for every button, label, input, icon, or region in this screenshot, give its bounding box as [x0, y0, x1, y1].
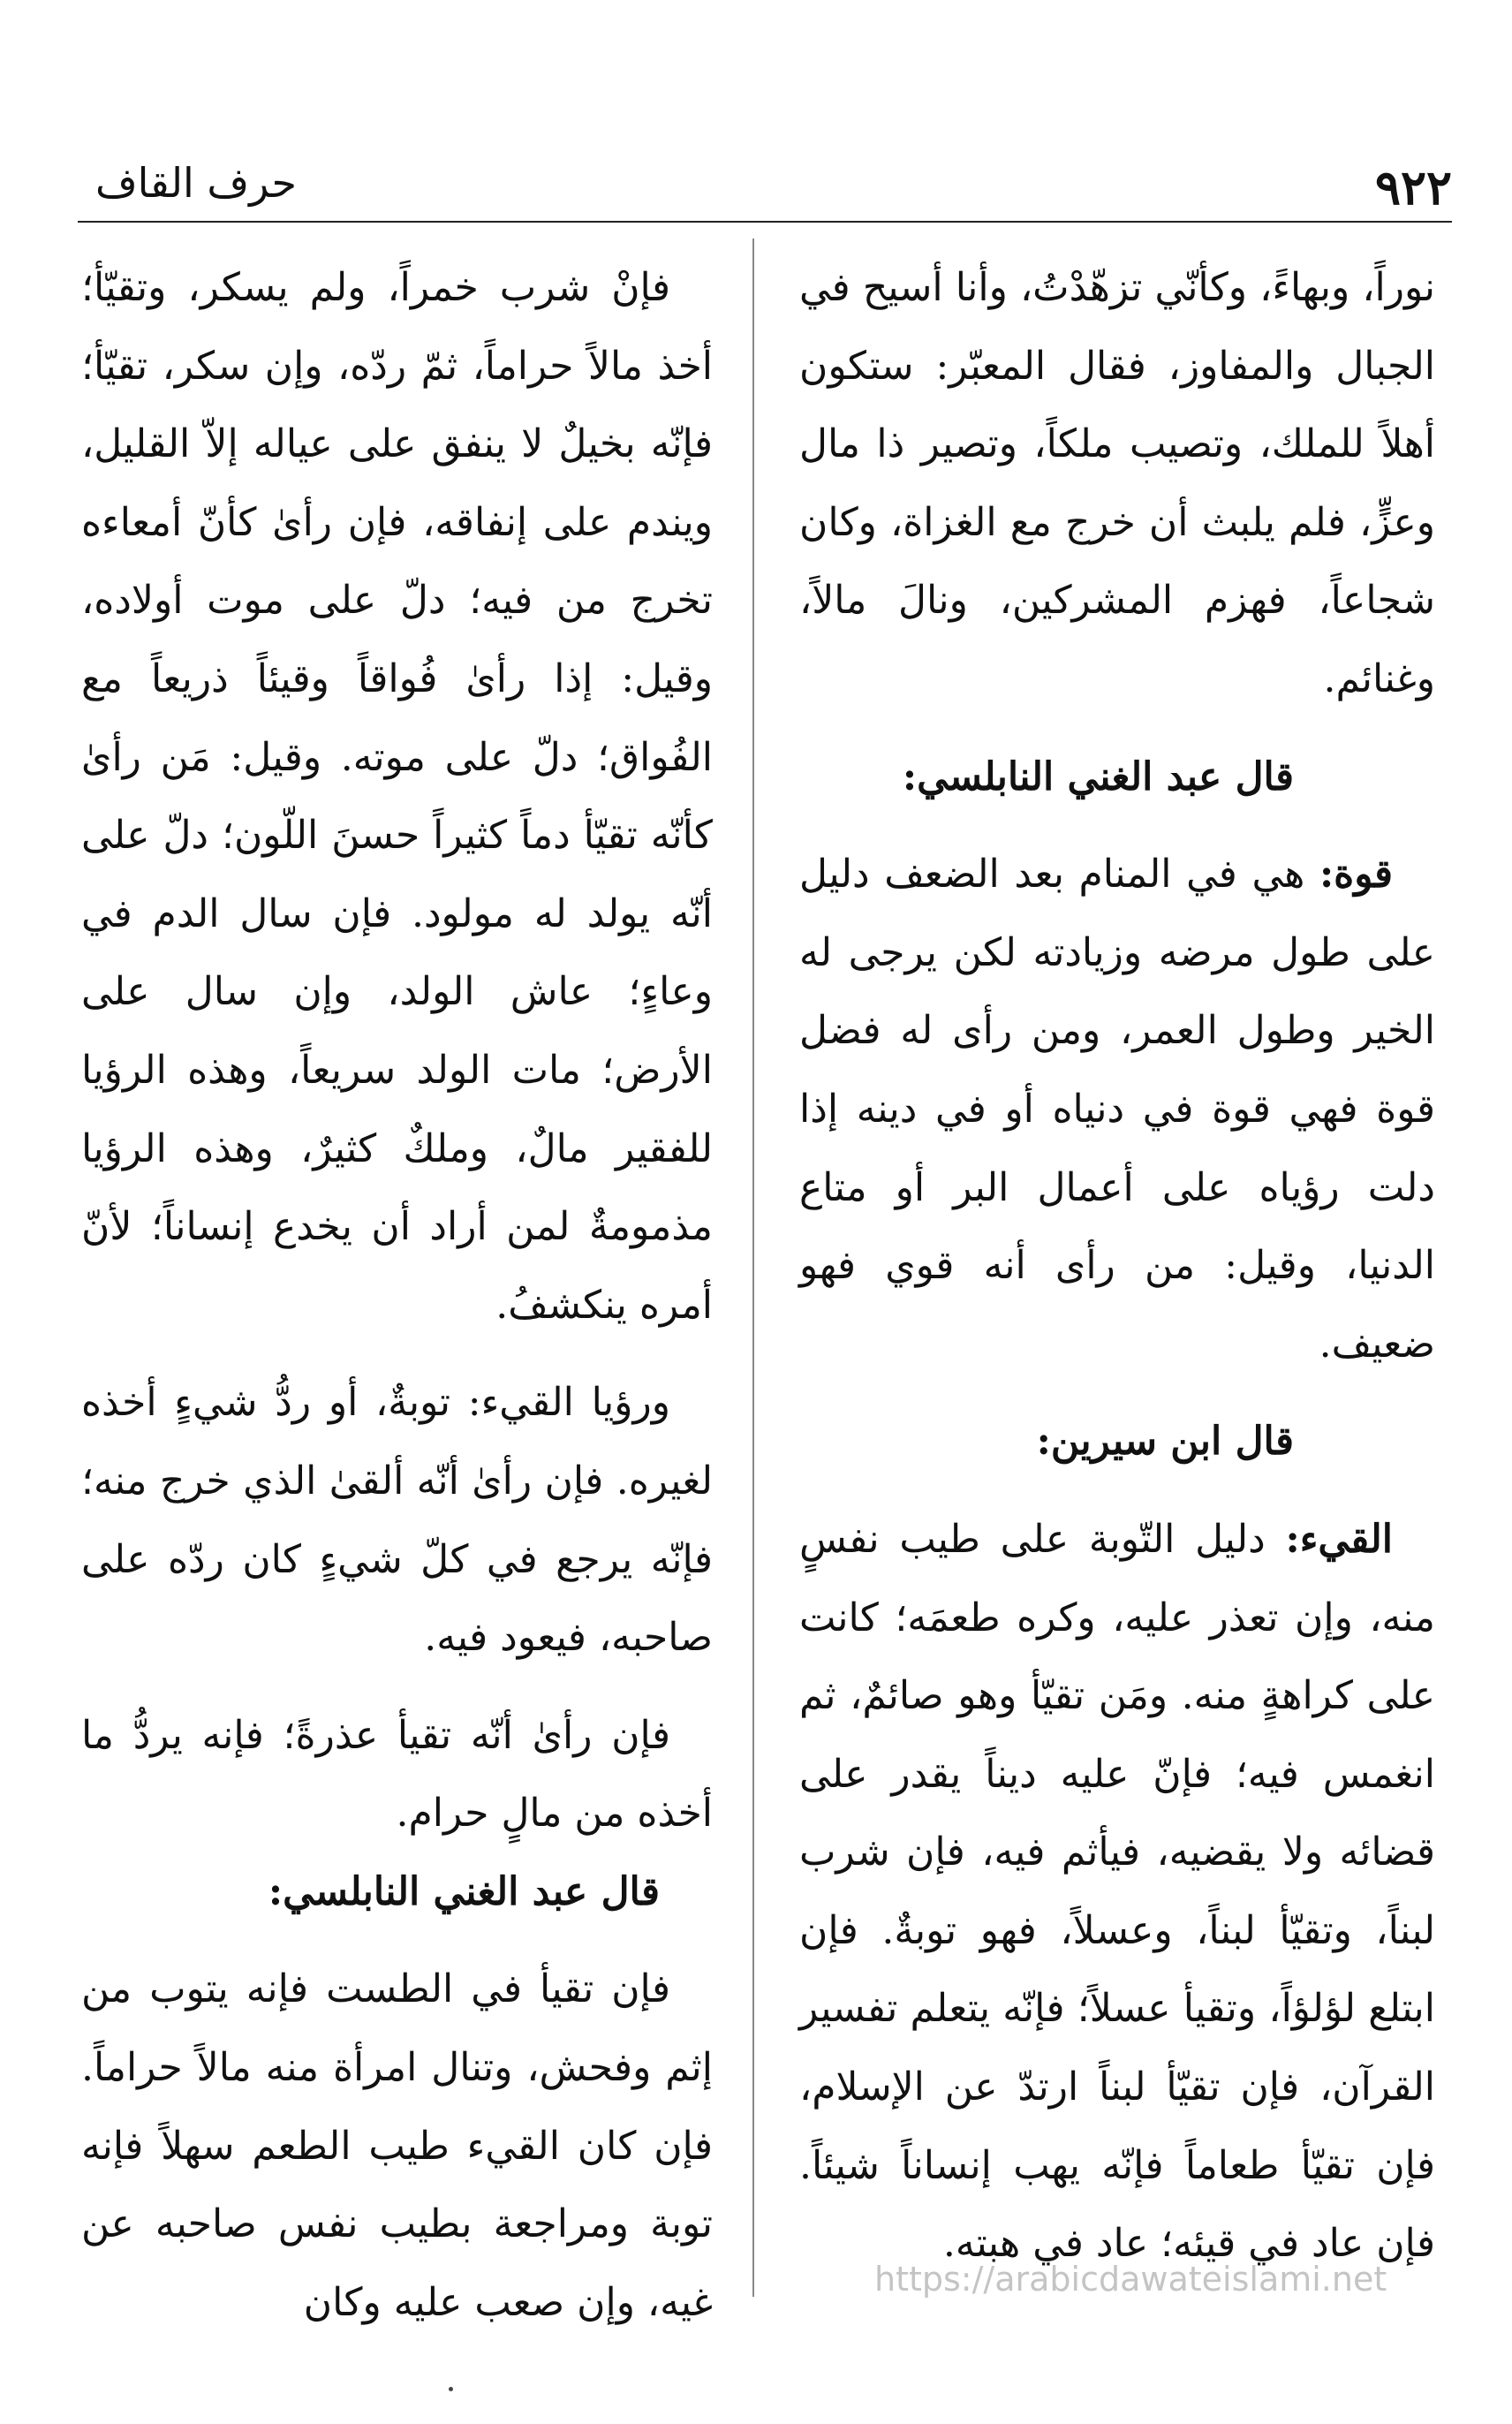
- left-column: [81, 249, 713, 2342]
- paragraph: نوراً، وبهاءً، وكأنّي تزهّدْتُ، وأنا أسيح في الجبال والمفاوز، فقال المعبّر: ستكون أهلاً للملك، وتصيب ملكاً، وتصير ذا مال وعزٍّ، فلم يلبث أن خرج مع الغزاة، وكان شجاعاً، فهزم المشركين، ونالَ مالاً، وغنائم.: [799, 265, 1435, 701]
- running-title: حرف القاف: [95, 159, 297, 207]
- page-header: [78, 133, 1452, 223]
- section-heading: قال ابن سيرين:: [1036, 1419, 1294, 1465]
- entry-text: هي في المنام بعد الضعف دليل على طول مرضه وزيادته لكن يرجى له الخير وطول العمر، ومن رأى له فضل قوة فهي قوة في دنياه أو في دينه إذا دلت رؤياه على أعمال البر أو متاع الدنيا، وقيل: من رأى أنه قوي فهو ضعيف.: [799, 852, 1435, 1367]
- page-speck: [449, 2387, 453, 2391]
- page-number: ٩٢٢: [1374, 159, 1452, 216]
- paragraph: فإن رأىٰ أنّه تقيأ عذرةً؛ فإنه يردُّ ما أخذه من مالٍ حرام.: [81, 1712, 713, 1837]
- paragraph: [799, 836, 1435, 1383]
- paragraph: ورؤيا القيء: توبةٌ، أو ردُّ شيءٍ أخذه لغيره. فإن رأىٰ أنّه ألقىٰ الذي خرج منه؛ فإنّه يرجع في كلّ شيءٍ كان ردّه على صاحبه، فيعود فيه.: [81, 1380, 713, 1661]
- paragraph: فإنْ شرب خمراً، ولم يسكر، وتقيّأ؛ أخذ مالاً حراماً، ثمّ ردّه، وإن سكر، تقيّأ؛ فإنّه بخيلٌ لا ينفق على عياله إلاّ القليل، ويندم على إنفاقه، فإن رأىٰ كأنّ أمعاءه تخرج من فيه؛ دلّ على موت أولاده، وقيل: إذا رأىٰ فُواقاً وقيئاً ذريعاً مع الفُواق؛ دلّ على موته. وقيل: مَن رأىٰ كأنّه تقيّأ دماً كثيراً حسنَ اللّون؛ دلّ على أنّه يولد له مولود. فإن سال الدم في وعاءٍ؛ عاش الولد، وإن سال على الأرض؛ مات الولد سريعاً، وهذه الرؤيا للفقير مالٌ، وملكٌ كثيرٌ، وهذه الرؤيا مذمومةٌ لمن أراد أن يخدع إنساناً؛ لأنّ أمره ينكشفُ.: [81, 265, 713, 1328]
- section-heading: قال عبد الغني النابلسي:: [268, 1868, 660, 1914]
- paragraph: [799, 1501, 1435, 2284]
- right-column: [799, 249, 1435, 2284]
- entry-term: القيء:: [1285, 1516, 1393, 1562]
- column-divider: [752, 239, 754, 2297]
- entry-text: دليل التّوبة على طيب نفسٍ منه، وإن تعذر عليه، وكره طعمَه؛ كانت على كراهةٍ منه. ومَن تقيّأ وهو صائمٌ، ثم انغمس فيه؛ فإنّ عليه ديناً يقدر على قضائه ولا يقضيه، فيأثم فيه، فإن شرب لبناً، وتقيّأ لبناً، وعسلاً، فهو توبةٌ. فإن ابتلع لؤلؤاً، وتقيأ عسلاً؛ فإنّه يتعلم تفسير القرآن، فإن تقيّأ لبناً ارتدّ عن الإسلام، فإن تقيّأ طعاماً فإنّه يهب إنساناً شيئاً. فإن عاد في قيئه؛ عاد في هبته.: [799, 1516, 1435, 2267]
- paragraph: فإن تقيأ في الطست فإنه يتوب من إثم وفحش، وتنال امرأة منه مالاً حراماً. فإن كان القيء طيب الطعم سهلاً فإنه توبة ومراجعة بطيب نفس صاحبه عن غيه، وإن صعب عليه وكان: [81, 1966, 713, 2325]
- entry-term: قوة:: [1319, 852, 1393, 898]
- watermark: https://arabicdawateislami.net: [874, 2260, 1387, 2299]
- section-heading: قال عبد الغني النابلسي:: [902, 754, 1294, 799]
